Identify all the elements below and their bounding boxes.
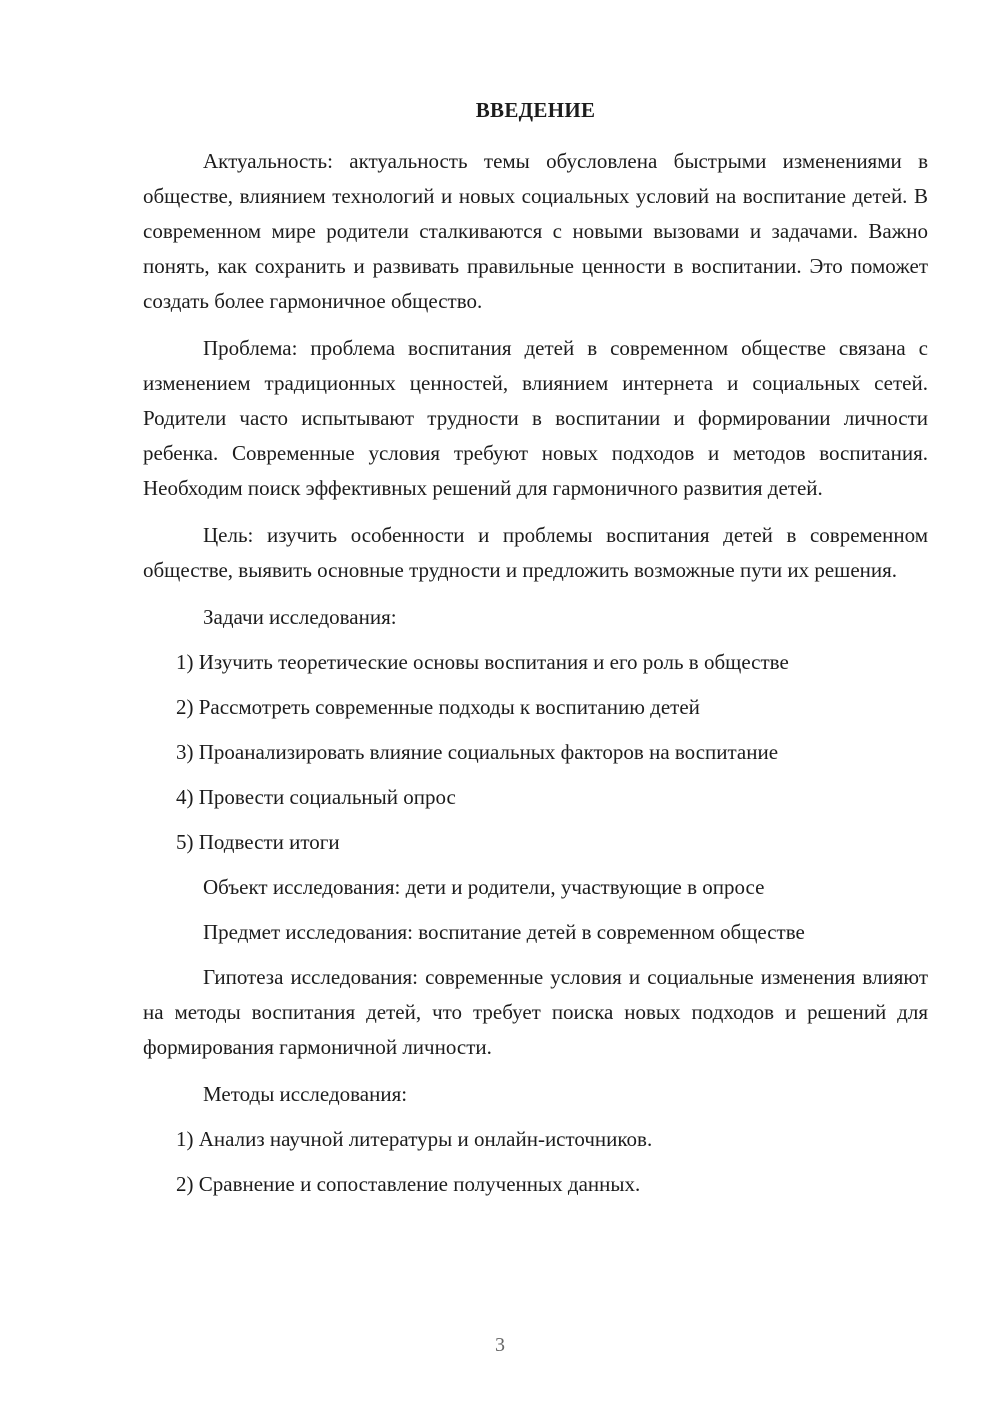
goal-paragraph: Цель: изучить особенности и проблемы воспитания детей в современном обществе, выявить основные трудности и предложить возможные пути их решения.	[143, 523, 928, 582]
problem-paragraph: Проблема: проблема воспитания детей в современном обществе связана с изменением традиционных ценностей, влиянием интернета и социальных сетей. Родители часто испытывают трудности в воспитании и формировании личности ребенка. Современные условия требуют новых подходов и методов воспитания. Необходим поиск эффективных решений для гармоничного развития детей.	[143, 336, 928, 500]
list-item: 2) Рассмотреть современные подходы к воспитанию детей	[176, 695, 700, 719]
methods-label: Методы исследования:	[203, 1082, 408, 1106]
research-object: Объект исследования: дети и родители, участвующие в опросе	[203, 875, 765, 899]
list-item: 1) Изучить теоретические основы воспитания и его роль в обществе	[176, 650, 789, 674]
methods-list	[143, 1122, 928, 1202]
list-item: 1) Анализ научной литературы и онлайн-источников.	[176, 1127, 653, 1151]
document-page	[143, 96, 928, 1212]
hypothesis-paragraph: Гипотеза исследования: современные условия и социальные изменения влияют на методы воспитания детей, что требует поиска новых подходов и решений для формирования гармоничной личности.	[143, 965, 928, 1059]
relevance-paragraph: Актуальность: актуальность темы обусловлена быстрыми изменениями в обществе, влиянием технологий и новых социальных условий на воспитание детей. В современном мире родители сталкиваются с новыми вызовами и задачами. Важно понять, как сохранить и развивать правильные ценности в воспитании. Это поможет создать более гармоничное общество.	[143, 149, 928, 313]
list-item: 2) Сравнение и сопоставление полученных данных.	[176, 1172, 641, 1196]
page-number: 3	[495, 1334, 505, 1356]
page-title: ВВЕДЕНИЕ	[475, 98, 596, 122]
list-item: 5) Подвести итоги	[176, 830, 340, 854]
list-item: 3) Проанализировать влияние социальных факторов на воспитание	[176, 740, 779, 764]
research-subject: Предмет исследования: воспитание детей в современном обществе	[203, 920, 805, 944]
list-item: 4) Провести социальный опрос	[176, 785, 456, 809]
tasks-list	[143, 645, 928, 860]
tasks-label: Задачи исследования:	[203, 605, 397, 629]
